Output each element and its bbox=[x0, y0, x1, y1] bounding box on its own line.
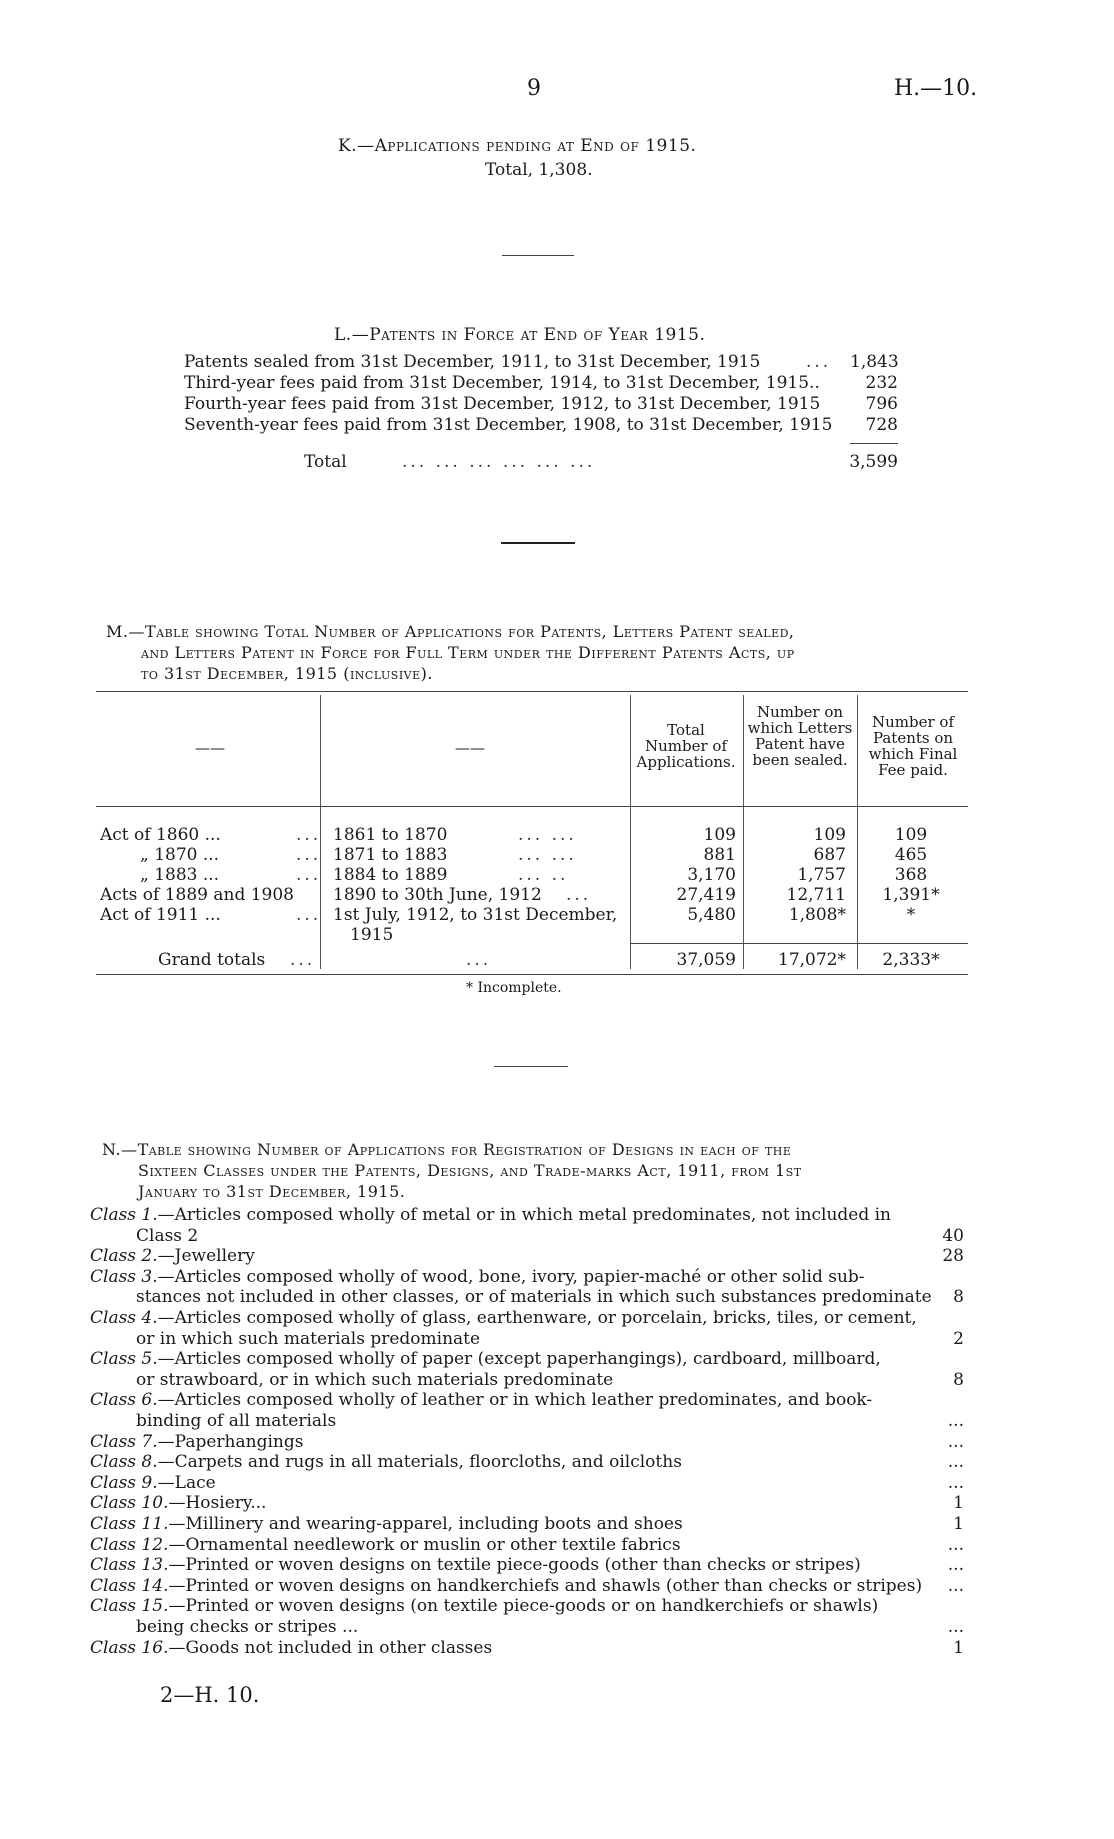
row-label: Third-year fees paid from 31st December, 1914, to 31st December, 1915.. bbox=[184, 373, 820, 393]
applications-cell: 3,170 bbox=[687, 865, 736, 885]
applications-cell: 5,480 bbox=[687, 905, 736, 925]
table-row: „ 1870 ... ... 1871 to 1883 ... ... 881 687 465 bbox=[0, 845, 1114, 867]
class-description: stances not included in other classes, or of materials in which such substances predominate bbox=[136, 1287, 932, 1307]
class-value: ... bbox=[947, 1452, 964, 1472]
footer-signature: 2—H. 10. bbox=[160, 1683, 260, 1707]
period-cell: 1871 to 1883 bbox=[333, 845, 448, 865]
class-value: 1 bbox=[953, 1493, 964, 1513]
class-description: —Hosiery... bbox=[168, 1493, 267, 1513]
column-header: —— bbox=[455, 739, 485, 757]
class-description: or in which such materials predominate bbox=[136, 1329, 481, 1349]
class-value: ... bbox=[947, 1535, 964, 1555]
class-description: —Articles composed wholly of leather or in which leather predominates, and book- bbox=[157, 1390, 873, 1410]
document-reference: H.—10. bbox=[894, 76, 978, 101]
row-value: 796 bbox=[865, 394, 898, 414]
class-name: Class 5. bbox=[90, 1349, 158, 1369]
class-name: Class 10. bbox=[90, 1493, 169, 1513]
section-k-total: Total, 1,308. bbox=[485, 160, 593, 180]
class-description: —Paperhangings bbox=[157, 1432, 304, 1452]
table-row bbox=[0, 415, 1114, 437]
section-n-title-3: January to 31st December, 1915. bbox=[138, 1182, 406, 1201]
class-value: 1 bbox=[953, 1638, 964, 1658]
sealed-cell: 12,711 bbox=[786, 885, 846, 905]
class-description: —Ornamental needlework or muslin or other textile fabrics bbox=[168, 1535, 681, 1555]
class-description: or strawboard, or in which such materials predominate bbox=[136, 1370, 614, 1390]
total-label: Total bbox=[304, 452, 347, 472]
class-name: Class 13. bbox=[90, 1555, 169, 1575]
class-description: —Printed or woven designs on textile piece-goods (other than checks or stripes) bbox=[168, 1555, 861, 1575]
table-row: Acts of 1889 and 1908 1890 to 30th June, 1912 ... 27,419 12,711 1,391* bbox=[0, 885, 1114, 907]
sealed-cell: 1,808* bbox=[788, 905, 846, 925]
totals-applications: 37,059 bbox=[676, 950, 736, 970]
class-value: ... bbox=[947, 1411, 964, 1431]
row-value: 232 bbox=[865, 373, 898, 393]
column-header-applications: Total Number of Applications. bbox=[636, 721, 736, 771]
class-value: ... bbox=[947, 1617, 964, 1637]
class-name: Class 1. bbox=[90, 1205, 158, 1225]
period-cell: 1915 bbox=[350, 925, 394, 945]
divider bbox=[502, 255, 574, 256]
class-value: ... bbox=[947, 1432, 964, 1452]
act-cell: Act of 1911 ... bbox=[100, 905, 221, 925]
class-name: Class 16. bbox=[90, 1638, 169, 1658]
class-description: —Printed or woven designs (on textile piece-goods or on handkerchiefs or shawls) bbox=[168, 1596, 879, 1616]
sealed-cell: 1,757 bbox=[797, 865, 846, 885]
table-row: Act of 1911 ... ... 1st July, 1912, to 31st December, 5,480 1,808* * bbox=[0, 905, 1114, 927]
table-header-rule bbox=[96, 806, 968, 807]
section-k-title: K.—Applications pending at End of 1915. bbox=[338, 136, 697, 156]
class-description: —Goods not included in other classes bbox=[168, 1638, 493, 1658]
period-cell: 1861 to 1870 bbox=[333, 825, 448, 845]
total-value: 3,599 bbox=[849, 452, 898, 472]
section-m-title-3: to 31st December, 1915 (inclusive). bbox=[141, 664, 433, 683]
row-label: Seventh-year fees paid from 31st December, 1908, to 31st December, 1915 bbox=[184, 415, 833, 435]
applications-cell: 109 bbox=[703, 825, 736, 845]
class-description: —Lace bbox=[157, 1473, 216, 1493]
table-row bbox=[0, 373, 1114, 395]
class-value: 28 bbox=[942, 1246, 964, 1266]
final-fee-cell: 1,391* bbox=[882, 885, 940, 905]
period-cell: 1890 to 30th June, 1912 bbox=[333, 885, 542, 905]
table-bottom-rule bbox=[96, 974, 968, 975]
class-name: Class 11. bbox=[90, 1514, 169, 1534]
divider bbox=[494, 1066, 568, 1067]
final-fee-cell: 465 bbox=[894, 845, 928, 865]
act-cell: Act of 1860 ... bbox=[100, 825, 221, 845]
act-cell: „ 1883 ... bbox=[140, 865, 220, 885]
class-value: ... bbox=[947, 1473, 964, 1493]
class-name: Class 15. bbox=[90, 1596, 169, 1616]
class-value: 2 bbox=[953, 1329, 964, 1349]
class-value: 40 bbox=[942, 1226, 964, 1246]
class-description: —Articles composed wholly of wood, bone, ivory, papier-maché or other solid sub- bbox=[157, 1267, 865, 1287]
class-value: ... bbox=[947, 1555, 964, 1575]
class-name: Class 14. bbox=[90, 1576, 169, 1596]
period-cell: 1st July, 1912, to 31st December, bbox=[333, 905, 618, 925]
class-name: Class 2. bbox=[90, 1246, 158, 1266]
class-name: Class 9. bbox=[90, 1473, 158, 1493]
applications-cell: 27,419 bbox=[676, 885, 736, 905]
class-name: Class 6. bbox=[90, 1390, 158, 1410]
class-description: —Millinery and wearing-apparel, including boots and shoes bbox=[168, 1514, 683, 1534]
class-description: Class 2 bbox=[136, 1226, 199, 1246]
class-description: being checks or stripes ... bbox=[136, 1617, 359, 1637]
act-cell: Acts of 1889 and 1908 bbox=[100, 885, 294, 905]
class-description: —Printed or woven designs on handkerchiefs and shawls (other than checks or stripes) bbox=[168, 1576, 923, 1596]
table-row bbox=[0, 394, 1114, 416]
row-value: 728 bbox=[865, 415, 898, 435]
row-value: 1,843 bbox=[850, 352, 899, 372]
column-header-sealed: Number on which Letters Patent have been sealed. bbox=[747, 703, 853, 769]
class-description: —Articles composed wholly of paper (except paperhangings), cardboard, millboard, bbox=[157, 1349, 881, 1369]
divider bbox=[501, 542, 575, 544]
row-label: Patents sealed from 31st December, 1911, to 31st December, 1915 bbox=[184, 352, 761, 372]
final-fee-cell: * bbox=[906, 905, 916, 925]
class-name: Class 4. bbox=[90, 1308, 158, 1328]
class-value: 8 bbox=[953, 1287, 964, 1307]
sealed-cell: 109 bbox=[813, 825, 846, 845]
totals-period: ... bbox=[466, 950, 492, 970]
class-description: —Articles composed wholly of glass, earthenware, or porcelain, bricks, tiles, or cement, bbox=[157, 1308, 917, 1328]
class-description: —Jewellery bbox=[157, 1246, 255, 1266]
class-name: Class 12. bbox=[90, 1535, 169, 1555]
totals-final-fee: 2,333* bbox=[882, 950, 940, 970]
table-row: Patents sealed from 31st December, 1911, to 31st December, 1915 ... 1,843 bbox=[184, 352, 899, 372]
row-label: Fourth-year fees paid from 31st December, 1912, to 31st December, 1915 bbox=[184, 394, 821, 414]
section-n-title-2: Sixteen Classes under the Patents, Designs, and Trade-marks Act, 1911, from 1st bbox=[138, 1161, 802, 1180]
table-row: „ 1883 ... ... 1884 to 1889 ... .. 3,170 1,757 368 bbox=[0, 865, 1114, 887]
class-value: ... bbox=[947, 1576, 964, 1596]
class-value: 8 bbox=[953, 1370, 964, 1390]
table-top-rule bbox=[96, 691, 968, 692]
section-n-title-1: N.—Table showing Number of Applications for Registration of Designs in each of the bbox=[102, 1140, 792, 1159]
footnote: * Incomplete. bbox=[466, 980, 562, 996]
final-fee-cell: 109 bbox=[894, 825, 928, 845]
column-header: —— bbox=[195, 739, 225, 757]
class-name: Class 8. bbox=[90, 1452, 158, 1472]
class-description: —Articles composed wholly of metal or in which metal predominates, not included in bbox=[157, 1205, 892, 1225]
sealed-cell: 687 bbox=[813, 845, 846, 865]
totals-row: Grand totals ... ... 37,059 17,072* 2,333* bbox=[0, 950, 1114, 972]
page-number: 9 bbox=[527, 76, 541, 101]
table-row: Act of 1860 ... ... 1861 to 1870 ... ... 109 109 109 bbox=[0, 825, 1114, 847]
totals-label: Grand totals bbox=[158, 950, 266, 970]
section-m-title-2: and Letters Patent in Force for Full Term under the Different Patents Acts, up bbox=[141, 643, 795, 662]
class-description: —Carpets and rugs in all materials, floorcloths, and oilcloths bbox=[157, 1452, 682, 1472]
class-description: binding of all materials bbox=[136, 1411, 337, 1431]
class-value: 1 bbox=[953, 1514, 964, 1534]
final-fee-cell: 368 bbox=[894, 865, 928, 885]
section-m-title-1: M.—Table showing Total Number of Applications for Patents, Letters Patent sealed, bbox=[106, 622, 795, 641]
period-cell: 1884 to 1889 bbox=[333, 865, 448, 885]
total-row: Total ... ... ... ... ... ... 3,599 bbox=[304, 452, 898, 472]
applications-cell: 881 bbox=[703, 845, 736, 865]
class-name: Class 3. bbox=[90, 1267, 158, 1287]
section-l-title: L.—Patents in Force at End of Year 1915. bbox=[334, 325, 706, 345]
class-name: Class 7. bbox=[90, 1432, 158, 1452]
totals-sealed: 17,072* bbox=[778, 950, 846, 970]
act-cell: „ 1870 ... bbox=[140, 845, 220, 865]
column-header-final-fee: Number of Patents on which Final Fee paid. bbox=[868, 713, 958, 779]
